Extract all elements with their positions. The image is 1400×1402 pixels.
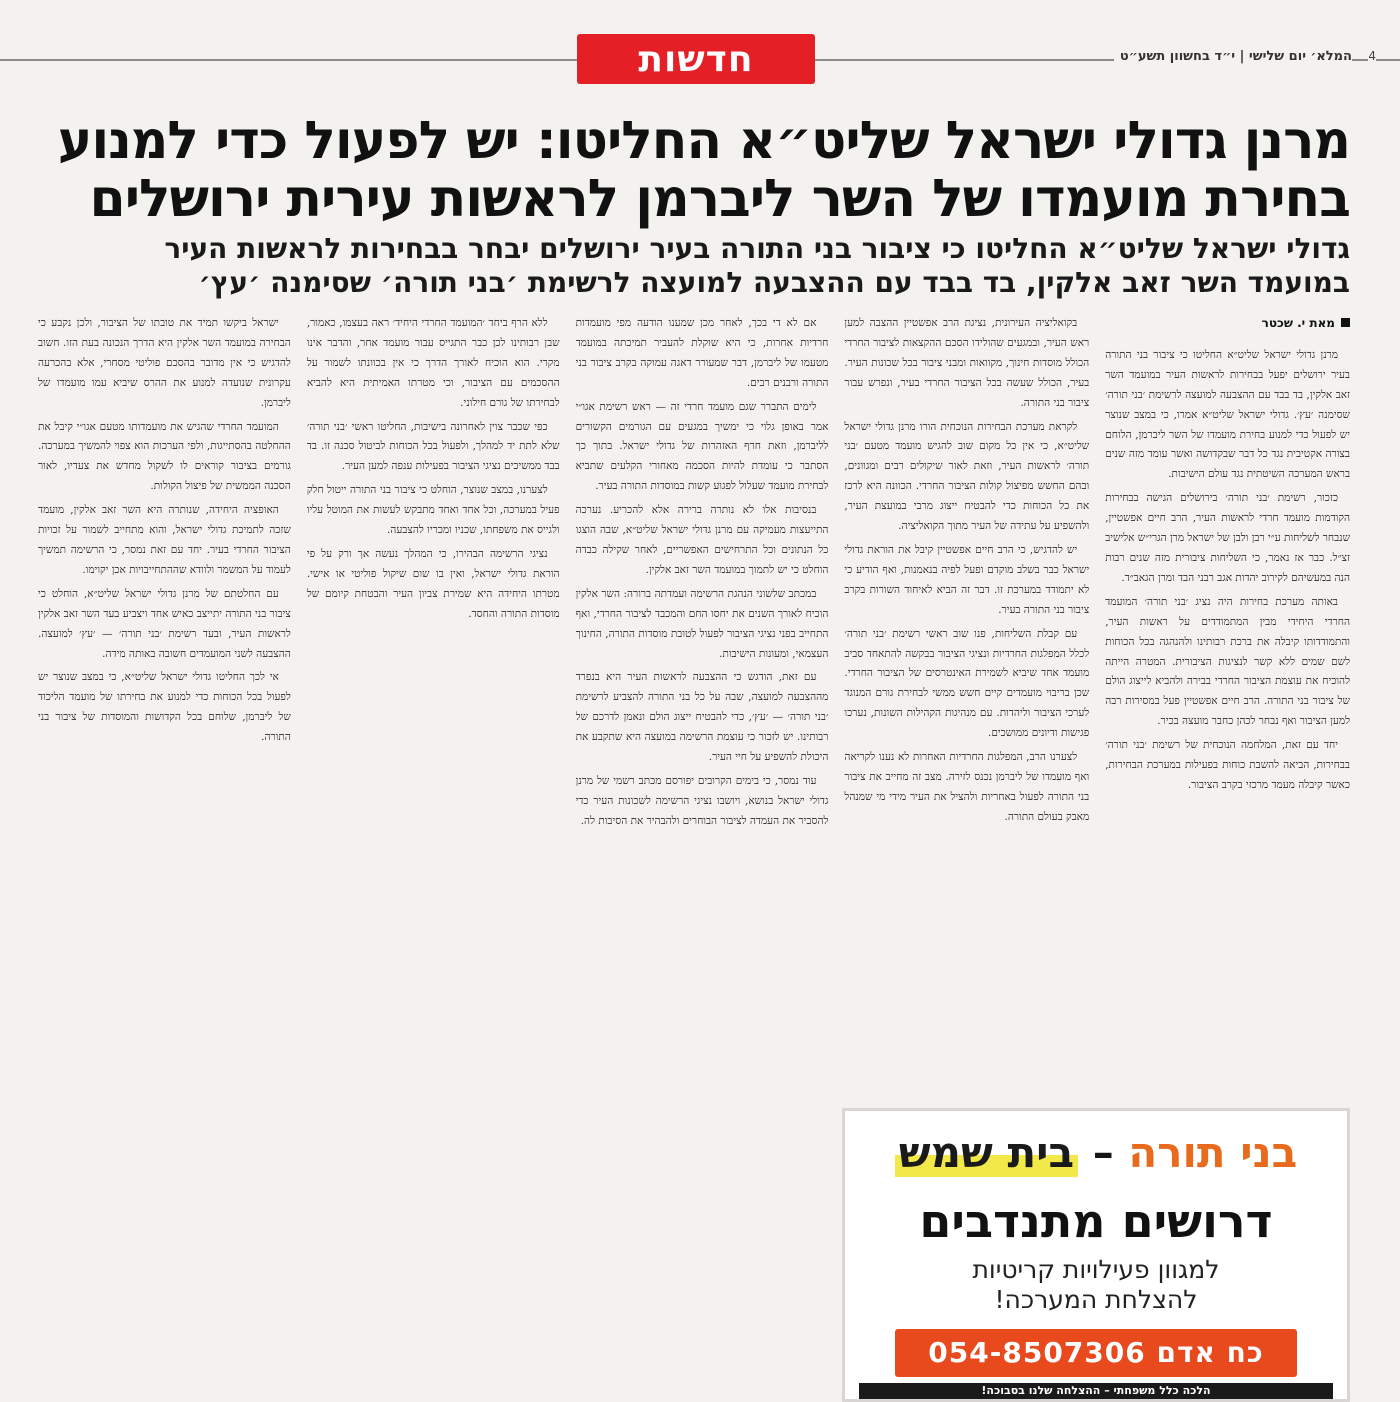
paragraph: לצערנו הרב, המפלגות החרדיות האחרות לא נענו לקריאה ואף מועמדו של ליברמן נכנס לזירה. מצב זה מחייב את ציבור בני התורה לפעול באחריות ולהציל את העיר מידי מי שמנהל מאבק בעולם התורה. [844, 751, 1090, 823]
paragraph: בנסיבות אלו לא נותרה ברירה אלא להכריע. נערכה התייעצות מעמיקה עם מרנן גדולי ישראל שליט״א, שבה הוצגו כל הנתונים וכל התרחישים האפשריים, לאחר שקילה כבדה הוחלט כי יש לתמוך במועמד השר זאב אלקין. [575, 504, 829, 576]
column-1 [1105, 314, 1350, 1089]
paragraph: בקואליציה העירונית, נציגת הרב אפשטיין ההצבה למען ראש העיר, ובמגעים שהולידו הסכם ההקצאות לציבור החרדי הכולל מוסדות חינוך, מקוואות ומבני ציבור בכל שכונות העיר. בעיר, הכולל שעשה בכל הציבור החרדי בעיר, ונפרש עבור ציבור בני התורה. [844, 317, 1090, 409]
paragraph: המועמד החרדי שהגיש את מועמדותו מטעם אגו״י קיבל את ההחלטה בהסתייגות, ולפי הערכות הוא צפוי להמשיך במערכה. גורמים בציבור קוראים לו לשקול מחדש את צעדיו, לאור הסכנה הממשית של פיצול הקולות. [38, 420, 291, 493]
paragraph: מרנן גדולי ישראל שליט״א החליטו כי ציבור בני התורה בעיר ירושלים יפעל בבחירות לראשות העיר במועמד השר זאב אלקין, בד בבד עם ההצבעה למועצה לרשימת ׳בני תורה׳ שסימנה ׳עץ׳. גדולי ישראל שליט״א אמרו, כי במצב שנוצר יש לפעול כדי למנוע בחירת מועמדו של השר ליברמן, הלוחם בצורה אקטיבית נגד כל דבר שבקדושה ואשר עומד מזה שנים בראש המערכה השיטתית נגד עולם הישיבות. [1105, 348, 1350, 481]
paragraph: עם קבלת השליחות, פנו שוב ראשי רשימת ׳בני תורה׳ לכלל המפלגות החרדיות ונציגי הציבור בבקשה להתאחד סביב מועמד אחד שיביא לשמירת האינטרסים של הציבור החרדי. שכן בריבוי מועמדים קיים חשש ממשי לבחירת גורם המנוגד לערכי הציבור וליהדות. עם מנהיגות הקהילות השונות, נערכו פגישות ודיונים ממושכים. [844, 627, 1090, 740]
paragraph: אם לא די בכך, לאחר מכן שמענו הודעה מפי מועמדות חרדיות אחרות, כי היא שוקלת להעביר תמיכתה במועמד מטעמו של ליברמן, דבר שמעורר דאגה עמוקה בקרב ציבור בני התורה ורבנים רבים. [575, 317, 829, 389]
headline-line-1: מרנן גדולי ישראל שליט״א החליטו: יש לפעול כדי למנוע [57, 111, 1350, 171]
column-1-text [1105, 346, 1350, 796]
ad-org: בני תורה [1128, 1128, 1298, 1177]
ad-title [845, 1129, 1347, 1177]
section-tag: חדשות [577, 34, 815, 84]
ad-desc-line-2: להצלחת המערכה! [994, 1285, 1198, 1314]
byline-square-icon [1341, 318, 1350, 327]
ad-headline: דרושים מתנדבים [919, 1194, 1273, 1248]
headline-line-2: בחירת מועמדו של השר ליברמן לראשות עירית ירושלים [89, 169, 1350, 229]
subheadline [60, 232, 1350, 300]
paragraph: יחד עם זאת, המלחמה הנוכחית של רשימת ׳בני תורה׳ בבחירות, הביאה להשבת כוחות בפעילות במערכת הבחירות, כאשר קיבלה מעמד מרכזי בקרב הציבור. [1105, 739, 1350, 791]
folio-line: המלא׳ יום שלישי | י״ד בחשוון תשע״ט [1114, 49, 1352, 64]
ad-phone: כח אדם 054-8507306 [895, 1329, 1297, 1377]
paragraph: לימים התברר שגם מועמד חרדי זה — ראש רשימת אגו״י אמר באופן גלוי כי ימשיך במגעים עם הגורמים הקשורים לליברמן, וזאת חרף האזהרות של גדולי ישראל. בתוך כך הסתבר כי עומדת להיות הסכמה מאחורי הקלעים שתביא לבחירת מועמד שעלול לפגוע קשות במוסדות התורה בעיר. [575, 400, 829, 493]
ad-desc-line-1: למגוון פעילויות קריטיות [972, 1255, 1220, 1284]
column-5-text [38, 314, 291, 748]
paragraph: ללא הרף ביחד ׳המועמד החרדי היחיד׳ ראה בעצמו, כאמור, שבן רבותינו לכן כבר התגייס עבור מועמד אחר, והדבר אינו מקרי. הוא הוכיח לאורך הדרך כי אין בכוונתו לשמור על ההסכמים עם הציבור, וכי מטרתו האמיתית היא להביא לבחירתו של גורם חילוני. [306, 317, 560, 409]
ad-description [845, 1255, 1347, 1315]
column-5 [38, 314, 291, 1402]
column-4 [307, 314, 560, 1402]
paragraph: נציגי הרשימה הבהירו, כי המהלך נעשה אך ורק על פי הוראת גדולי ישראל, ואין בו שום שיקול פוליטי או אישי. מטרתו היחידה היא שמירת צביון העיר והבטחת קיומם של מוסדות התורה והחסד. [306, 547, 560, 620]
right-columns-top [844, 314, 1350, 1089]
column-2-text [844, 314, 1089, 828]
ad-footer: הלכה כלל משפחתי – ההצלחה שלנו בסבוכה! [859, 1383, 1333, 1399]
column-3-text [576, 314, 829, 832]
column-4-text [307, 314, 560, 625]
ad-city: בית שמש [895, 1128, 1078, 1177]
paragraph: האופציה היחידה, שנותרה היא השר זאב אלקין, מועמד שזכה לתמיכת גדולי ישראל, והוא מתחייב לשמור על זכויות הציבור החרדי בעיר. יחד עם זאת נמסר, כי הרשימה תמשיך לעמוד על המשמר ולוודא שההתחייבויות אכן יקוימו. [38, 504, 291, 576]
paragraph: ישראל ביקשו תמיד את טובתו של הציבור, ולכן נקבע כי הבחירה במועמד השר אלקין היא הדרך הנכונה בעת הזו. חשוב להדגיש כי אין מדובר בהסכם פוליטי מסחרי, אלא בהכרעה עקרונית שנועדה למנוע את ההרס שיביא עמו מועמדו של ליברמן. [38, 317, 291, 409]
paragraph: כפי שכבר צוין לאחרונה בישיבות, החליטו ראשי ׳בני תורה׳ שלא לתת יד למהלך, ולפעול בכל הכוחות לביטול סכנה זו. בד בבד ממשיכים נציגי הציבור בפעילות ענפה למען העיר. [306, 420, 560, 473]
page-number: 4 [1368, 49, 1376, 63]
paragraph: יש להדגיש, כי הרב חיים אפשטיין קיבל את הוראת גדולי ישראל כבר בשלב מוקדם ופעל לפיה בנאמנות, ואף הודיע כי לא יתמודד במערכת זו. דבר זה הביא לאיחוד השורות בקרב ציבור בני התורה בעיר. [844, 543, 1090, 616]
paragraph: עם החלטתם של מרנן גדולי ישראל שליט״א, הוחלט כי ציבור בני התורה יתייצב כאיש אחד ויצביע בעד השר זאב אלקין לראשות העיר, ובעד רשימת ׳בני תורה׳ — ׳עץ׳ למועצה. ההצבעה לשני המועמדים חשובה באותה מידה. [38, 587, 291, 660]
byline [1105, 314, 1350, 334]
paragraph: במכתב שלשוני הנהגת הרשימה ועמדתה ברורה: השר אלקין הוכיח לאורך השנים את יחסו החם והמכבד לציבור החרדי, ואף התחייב בפני נציגי הציבור לפעול לטובת מוסדות התורה, החינוך העצמאי, ומעונות הישיבות. [575, 587, 829, 660]
column-2 [844, 314, 1089, 1089]
paragraph: אי לכך החליטו גדולי ישראל שליט״א, כי במצב שנוצר יש לפעול בכל הכוחות כדי למנוע את בחירתו של מועמד הליכוד של ליברמן, שלוחם בכל הקדושות והמוסדות של ציבור בני התורה. [38, 671, 291, 744]
main-headline [40, 112, 1350, 228]
column-3 [576, 314, 829, 1402]
paragraph: באותה מערכת בחירות היה נציג ׳בני תורה׳ המועמד החרדי היחידי מבין המתמודדים על ראשות העיר, והתמודדותו קיבלה את ברכת רבותינו ולהנהגה בכל הכוחות לשם שמים ללא קשר לנציגות הציבורית. המטרה הייתה להוכיח את עוצמת הציבור החרדי בבירה ולהביא לייצוג הולם של ציבור בני התורה. הרב חיים אפשטיין פעל במסירות רבה למען הציבור ואף נבחר לכהן כחבר מועצה בכיר. [1105, 595, 1350, 728]
volunteer-ad [842, 1108, 1350, 1402]
byline-text: מאת י. שכטר [1261, 316, 1335, 330]
subhead-line-1: גדולי ישראל שליט״א החליטו כי ציבור בני התורה בעיר ירושלים יבחר בבחירות לראשות העיר [164, 232, 1350, 265]
paragraph: לצערנו, במצב שנוצר, הוחלט כי ציבור בני התורה ייטול חלק פעיל במערכה, וכל אחד ואחד מתבקש לעשות את המוטל עליו ולגייס את משפחתו, שכניו ומכריו להצבעה. [306, 484, 560, 537]
ad-dash: – [1092, 1128, 1114, 1177]
paragraph: לקראת מערכת הבחירות הנוכחית הורו מרנן גדולי ישראל שליט״א, כי אין כל מקום שוב להגיש מועמד מטעם ׳בני תורה׳ לראשות העיר, וזאת לאור שיקולים רבים ומגוונים, ובהם החשש מפיצול קולות הציבור החרדי. הכוונה היא לרכז את כל הכוחות כדי להבטיח ייצוג מרבי במועצת העיר, ולהשפיע על עתידה של העיר מתוך הקואליציה. [844, 420, 1090, 533]
paragraph: עם זאת, הודגש כי ההצבעה לראשות העיר היא בנפרד מההצבעה למועצה, שבה על כל בני התורה להצביע לרשימת ׳בני תורה׳ — ׳עץ׳, כדי להבטיח ייצוג הולם ונאמן לדרכם של רבותינו. יש לזכור כי עוצמת הרשימה במועצה היא שתקבע את היכולת להשפיע על חיי העיר. [575, 671, 829, 764]
paragraph: עוד נמסר, כי בימים הקרובים יפורסם מכתב רשמי של מרנן גדולי ישראל בנושא, ויושבו נציגי הרשימה לשכונות העיר כדי להסביר את העמדה לציבור הבוחרים ולהבהיר את הסיבות לה. [575, 774, 829, 827]
subhead-line-2: במועמד השר זאב אלקין, בד בבד עם ההצבעה למועצה לרשימת ׳בני תורה׳ שסימנה ׳עץ׳ [198, 266, 1350, 299]
paragraph: כזכור, רשימת ׳בני תורה׳ בירושלים הגישה בבחירות הקודמות מועמד חרדי לראשות העיר, הרב חיים אפשטיין, שנבחר לשליחות ע״י רבן ולבן של ישראל מרן הגרי״ש אלישיב זצ״ל. כבר אז נאמר, כי השליחות ציבורית מזה שנים רבות הנה במעשיהם לקירוב יהדות אגב רבני הבד ומרן הגאב״ד. [1105, 492, 1350, 584]
